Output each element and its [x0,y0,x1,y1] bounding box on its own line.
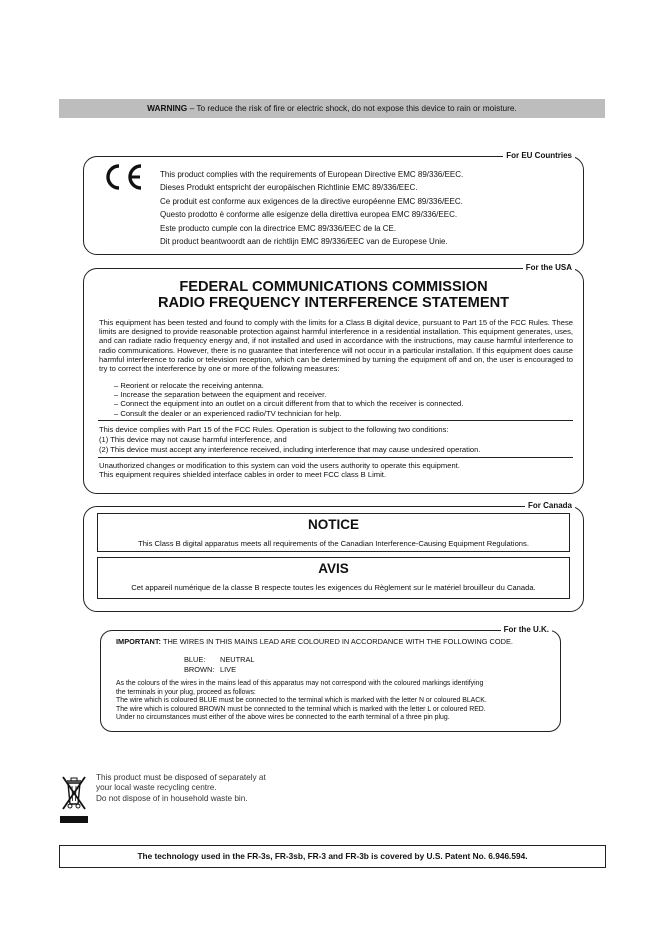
uk-color-value: LIVE [220,664,237,674]
fcc-title-line2: RADIO FREQUENCY INTERFERENCE STATEMENT [157,295,510,311]
uk-text-line: The wire which is coloured BROWN must be connected to the terminal which is marked with the letter L or coloured RED. [116,705,486,713]
uk-important-label: IMPORTANT: [116,637,162,646]
fcc-part15-line: This device complies with Part 15 of the FCC Rules. Operation is subject to the following two conditions: [99,425,449,434]
notice-box [97,513,570,552]
uk-tag: For the U.K. [501,625,552,635]
fcc-changes-line: Unauthorized changes or modification to this system can void the users authority to operate this equipment. [99,461,460,470]
disposal-line: Do not dispose of in household waste bin. [96,793,248,803]
notice-text: This Class B digital apparatus meets all requirements of the Canadian Interference-Causing Equipment Regulations. [138,539,529,548]
avis-title: AVIS [318,561,349,576]
avis-box [97,557,570,599]
eu-line: This product complies with the requirements of European Directive EMC 89/336/EEC. [160,170,464,179]
uk-box [100,625,561,732]
disposal-notice [96,773,266,804]
uk-color-name: BLUE: [184,655,206,664]
canada-tag: For Canada [525,501,575,511]
eu-line: Questo prodotto è conforme alle esigenze della direttiva europea EMC 89/336/EEC. [160,210,458,220]
uk-text-line: Under no circumstances must either of the above wires be connected to the earth terminal of a three pin plug. [116,714,450,722]
uk-color-row [184,665,256,675]
fcc-part15-line: (2) This device must accept any interference received, including interference that may cause undesired operation. [99,444,481,454]
fcc-measure: – Reorient or relocate the receiving antenna. [114,381,264,390]
fcc-changes-line: This equipment requires shielded interface cables in order to meet FCC class B Limit. [99,470,387,480]
fcc-measure: – Consult the dealer or an experienced radio/TV technician for help. [114,408,342,418]
ce-mark-icon [98,162,146,192]
eu-statements [160,168,463,248]
avis-text: Cet appareil numérique de la classe B respecte toutes les exigences du Règlement sur le matériel brouilleur du Canada. [131,583,536,592]
eu-line: Dit product beantwoordt aan de richtlijn EMC 89/336/EEC van de Europese Unie. [160,237,448,247]
fcc-title [84,279,583,311]
usa-fcc-box [83,263,584,494]
eu-compliance-box [83,151,584,255]
uk-important [116,637,513,647]
fcc-part15-conditions [99,425,480,454]
divider [98,420,573,421]
warning-text: – To reduce the risk of fire or electric shock, do not expose this device to rain or moisture. [187,103,517,113]
eu-line: Dieses Produkt entspricht der europäischen Richtlinie EMC 89/336/EEC. [160,183,418,193]
fcc-measure: – Connect the equipment into an outlet on a circuit different from that to which the receiver is connected. [114,399,464,409]
fcc-part15-line: (1) This device may not cause harmful interference, and [99,434,287,444]
uk-important-text: THE WIRES IN THIS MAINS LEAD ARE COLOURED IN ACCORDANCE WITH THE FOLLOWING CODE. [161,637,513,646]
uk-wire-colors [184,655,256,674]
uk-color-value: NEUTRAL [220,655,255,664]
fcc-title-line1: FEDERAL COMMUNICATIONS COMMISSION [179,279,488,295]
uk-wiring-instructions [116,680,487,723]
uk-text-line: the terminals in your plug, proceed as follows: [116,688,256,696]
disposal-line: your local waste recycling centre. [96,783,217,793]
fcc-body: This equipment has been tested and found to comply with the limits for a Class B digital device, pursuant to Part 15 of the FCC Rules. These limits are designed to provide reasonable protection against harmful interference in a residential installation. This equipment generates, uses, and can radiate radio frequency energy and, if not installed and used in accordance with the instructions, may cause harmful interference to radio communications. However, there is no guarantee that interference will not occur in a particular installation. If this equipment does cause harmful interference to radio or television reception, which can be determined by turning the equipment off and on, the user is encouraged to try to correct the interference by one or more of the following measures: [99,318,573,374]
uk-color-row [184,655,256,665]
uk-color-name: BROWN: [184,664,215,674]
fcc-measure: – Increase the separation between the equipment and receiver. [114,390,327,400]
canada-box [83,501,584,612]
fcc-measures-list [114,381,463,418]
crossed-out-bin-icon [60,774,88,824]
fcc-changes-notice [99,461,460,480]
usa-tag: For the USA [523,263,575,273]
eu-line: Ce produit est conforme aux exigences de la directive européenne EMC 89/336/EEC. [160,196,463,206]
eu-line: Este producto cumple con la directrice EMC 89/336/EEC de la CE. [160,223,397,233]
warning-label: WARNING [147,103,188,113]
divider [98,457,573,458]
eu-tag: For EU Countries [503,151,575,161]
uk-text-line: The wire which is coloured BLUE must be connected to the terminal which is marked with the letter N or coloured BLACK. [116,697,487,705]
uk-text-line: As the colours of the wires in the mains lead of this apparatus may not correspond with the coloured markings identifying [116,680,484,687]
notice-title: NOTICE [307,517,359,532]
patent-notice: The technology used in the FR-3s, FR-3sb, FR-3 and FR-3b is covered by U.S. Patent No. 6.946.594. [59,845,606,868]
warning-banner [59,99,605,118]
disposal-line: This product must be disposed of separately at [96,773,266,782]
